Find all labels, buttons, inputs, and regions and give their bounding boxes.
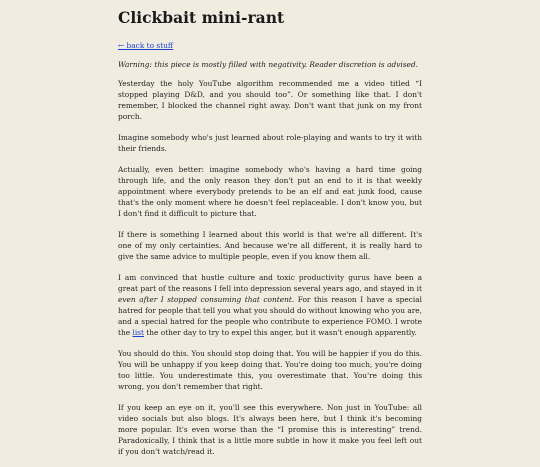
warning-text: Warning: this piece is mostly filled with negativity. Reader discretion is advised. <box>118 60 418 69</box>
list-link[interactable]: list <box>132 328 144 337</box>
paragraph-5-emphasis: even after I stopped consuming that content <box>118 295 292 304</box>
paragraph-5-text-c: the other day to try to expel this anger, but it wasn't enough apparently. <box>143 328 417 337</box>
paragraph-1: Yesterday the holy YouTube algorithm recommended me a video titled “I stopped playing D&D, and you should too”. Or something like that. I don't remember, I blocked the channel right away. Don't want that junk on my front porch. <box>118 79 422 121</box>
paragraph-4: If there is something I learned about this world is that we're all different. It's one of my only certainties. And because we're all different, it is really hard to give the same advice to multiple people, even if you know them all. <box>118 230 422 261</box>
article <box>118 7 422 467</box>
page-title: Clickbait mini-rant <box>118 8 285 27</box>
paragraph-5-text-b: . For this reason I have a special hatred for people that tell you what you should do without knowing who you are, and a special hatred for the people who contribute to experience FOMO. I wrote the <box>118 295 422 337</box>
paragraph-5-text-a: I am convinced that hustle culture and toxic productivity gurus have been a great part of the reasons I fell into depression several years ago, and stayed in it <box>118 273 422 293</box>
paragraph-5 <box>118 272 422 338</box>
paragraph-2: Imagine somebody who's just learned about role-playing and wants to try it with their friends. <box>118 133 422 153</box>
paragraph-3: Actually, even better: imagine somebody who's having a hard time going through life, and the only reason they don't put an end to it is that weekly appointment where everybody pretends to be an elf and eat junk food, cause that's the only moment where he doesn't feel replaceable. I don't know you, but I don't find it difficult to picture that. <box>118 165 422 218</box>
paragraph-6: You should do this. You should stop doing that. You will be happier if you do this. You will be unhappy if you keep doing that. You're doing too much, you're doing too little. You underestimate this, you overestimate that. You're doing this wrong, you don't remember that right. <box>118 349 422 391</box>
back-to-stuff-link[interactable]: ← back to stuff <box>118 41 174 50</box>
paragraph-7: If you keep an eye on it, you'll see this everywhere. Non just in YouTube: all video socials but also blogs. It's always been here, but I think it's becoming more popular. It's even worse than the “I promise this is interesting” trend. Paradoxically, I think that is a little more subtle in how it make you feel left out if you don't watch/read it. <box>118 403 422 456</box>
